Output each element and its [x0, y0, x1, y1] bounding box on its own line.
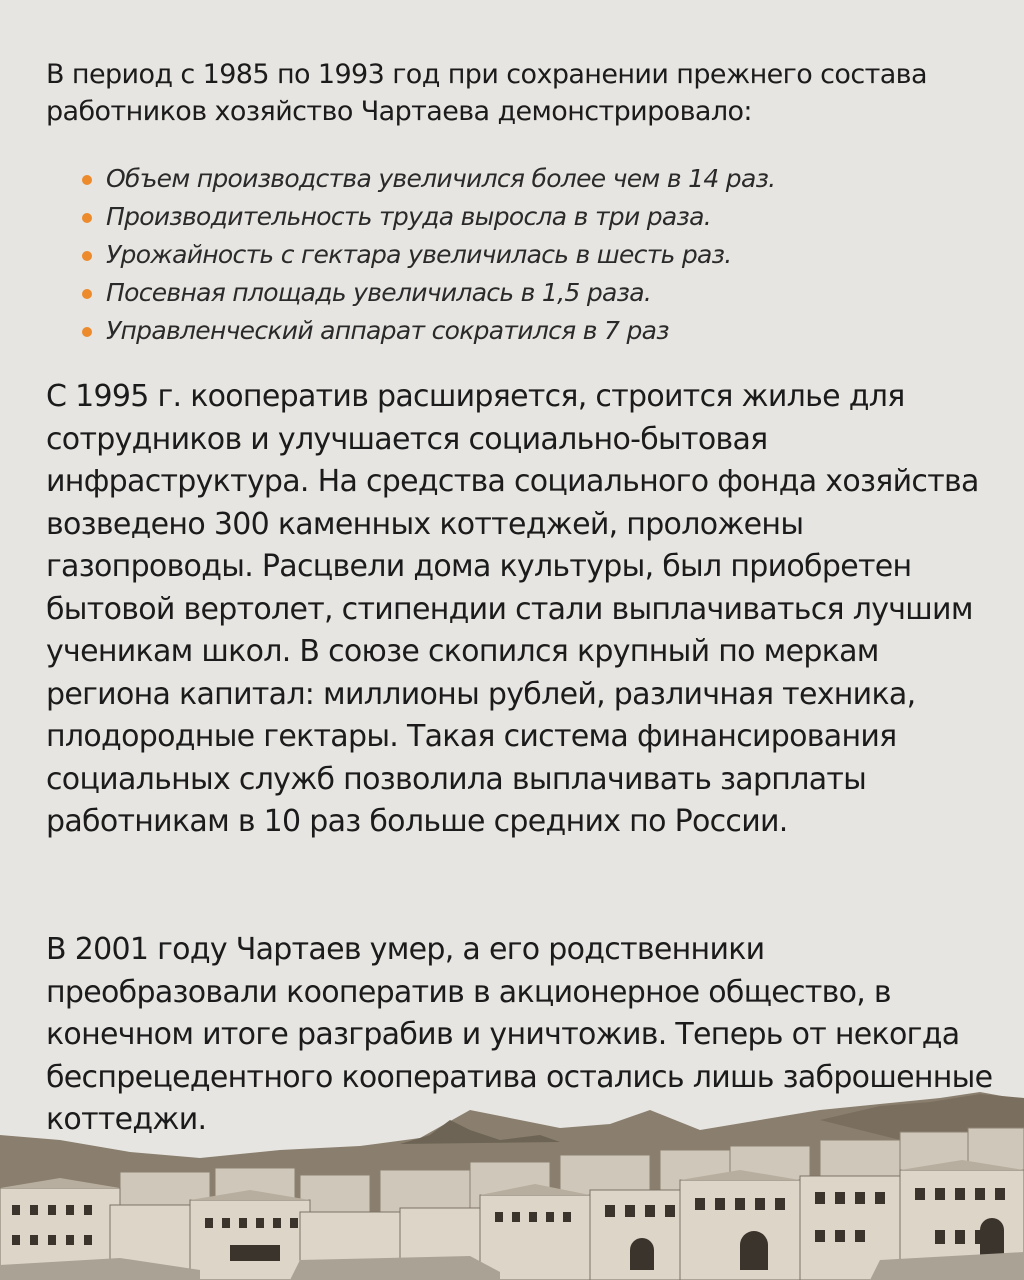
results-list: [80, 160, 980, 350]
intro-text: [46, 56, 986, 130]
abandoned-cottages-image: [0, 1080, 1024, 1280]
intro-paragraph: В период с 1985 по 1993 год при сохранении прежнего состава работников хозяйство Чартаева демонстрировало:: [46, 59, 927, 127]
paragraph-decline: В 2001 году Чартаев умер, а его родственники преобразовали кооператив в акционерное общество, в конечном итоге разграбив и уничтожив. Теперь от некогда беспрецедентного кооператива остались лишь заброшенные коттеджи.: [46, 932, 993, 1137]
paragraph-expansion: С 1995 г. кооператив расширяется, строится жилье для сотрудников и улучшается социально-бытовая инфраструктура. На средства социального фонда хозяйства возведено 300 каменных коттеджей, проложены газопроводы. Расцвели дома культуры, был приобретен бытовой вертолет, стипендии стали выплачиваться лучшим ученикам школ. В союзе скопился крупный по меркам региона капитал: миллионы рублей, различная техника, плодородные гектары. Такая система финансирования социальных служб позволила выплачивать зарплаты работникам в 10 раз больше средних по России.: [46, 379, 979, 839]
list-item: Урожайность с гектара увеличилась в шесть раз.: [80, 236, 980, 274]
list-item: Производительность труда выросла в три раза.: [80, 198, 980, 236]
list-item: Управленческий аппарат сократился в 7 раз: [80, 312, 980, 350]
list-item: Посевная площадь увеличилась в 1,5 раза.: [80, 274, 980, 312]
list-item: Объем производства увеличился более чем в 14 раз.: [80, 160, 980, 198]
